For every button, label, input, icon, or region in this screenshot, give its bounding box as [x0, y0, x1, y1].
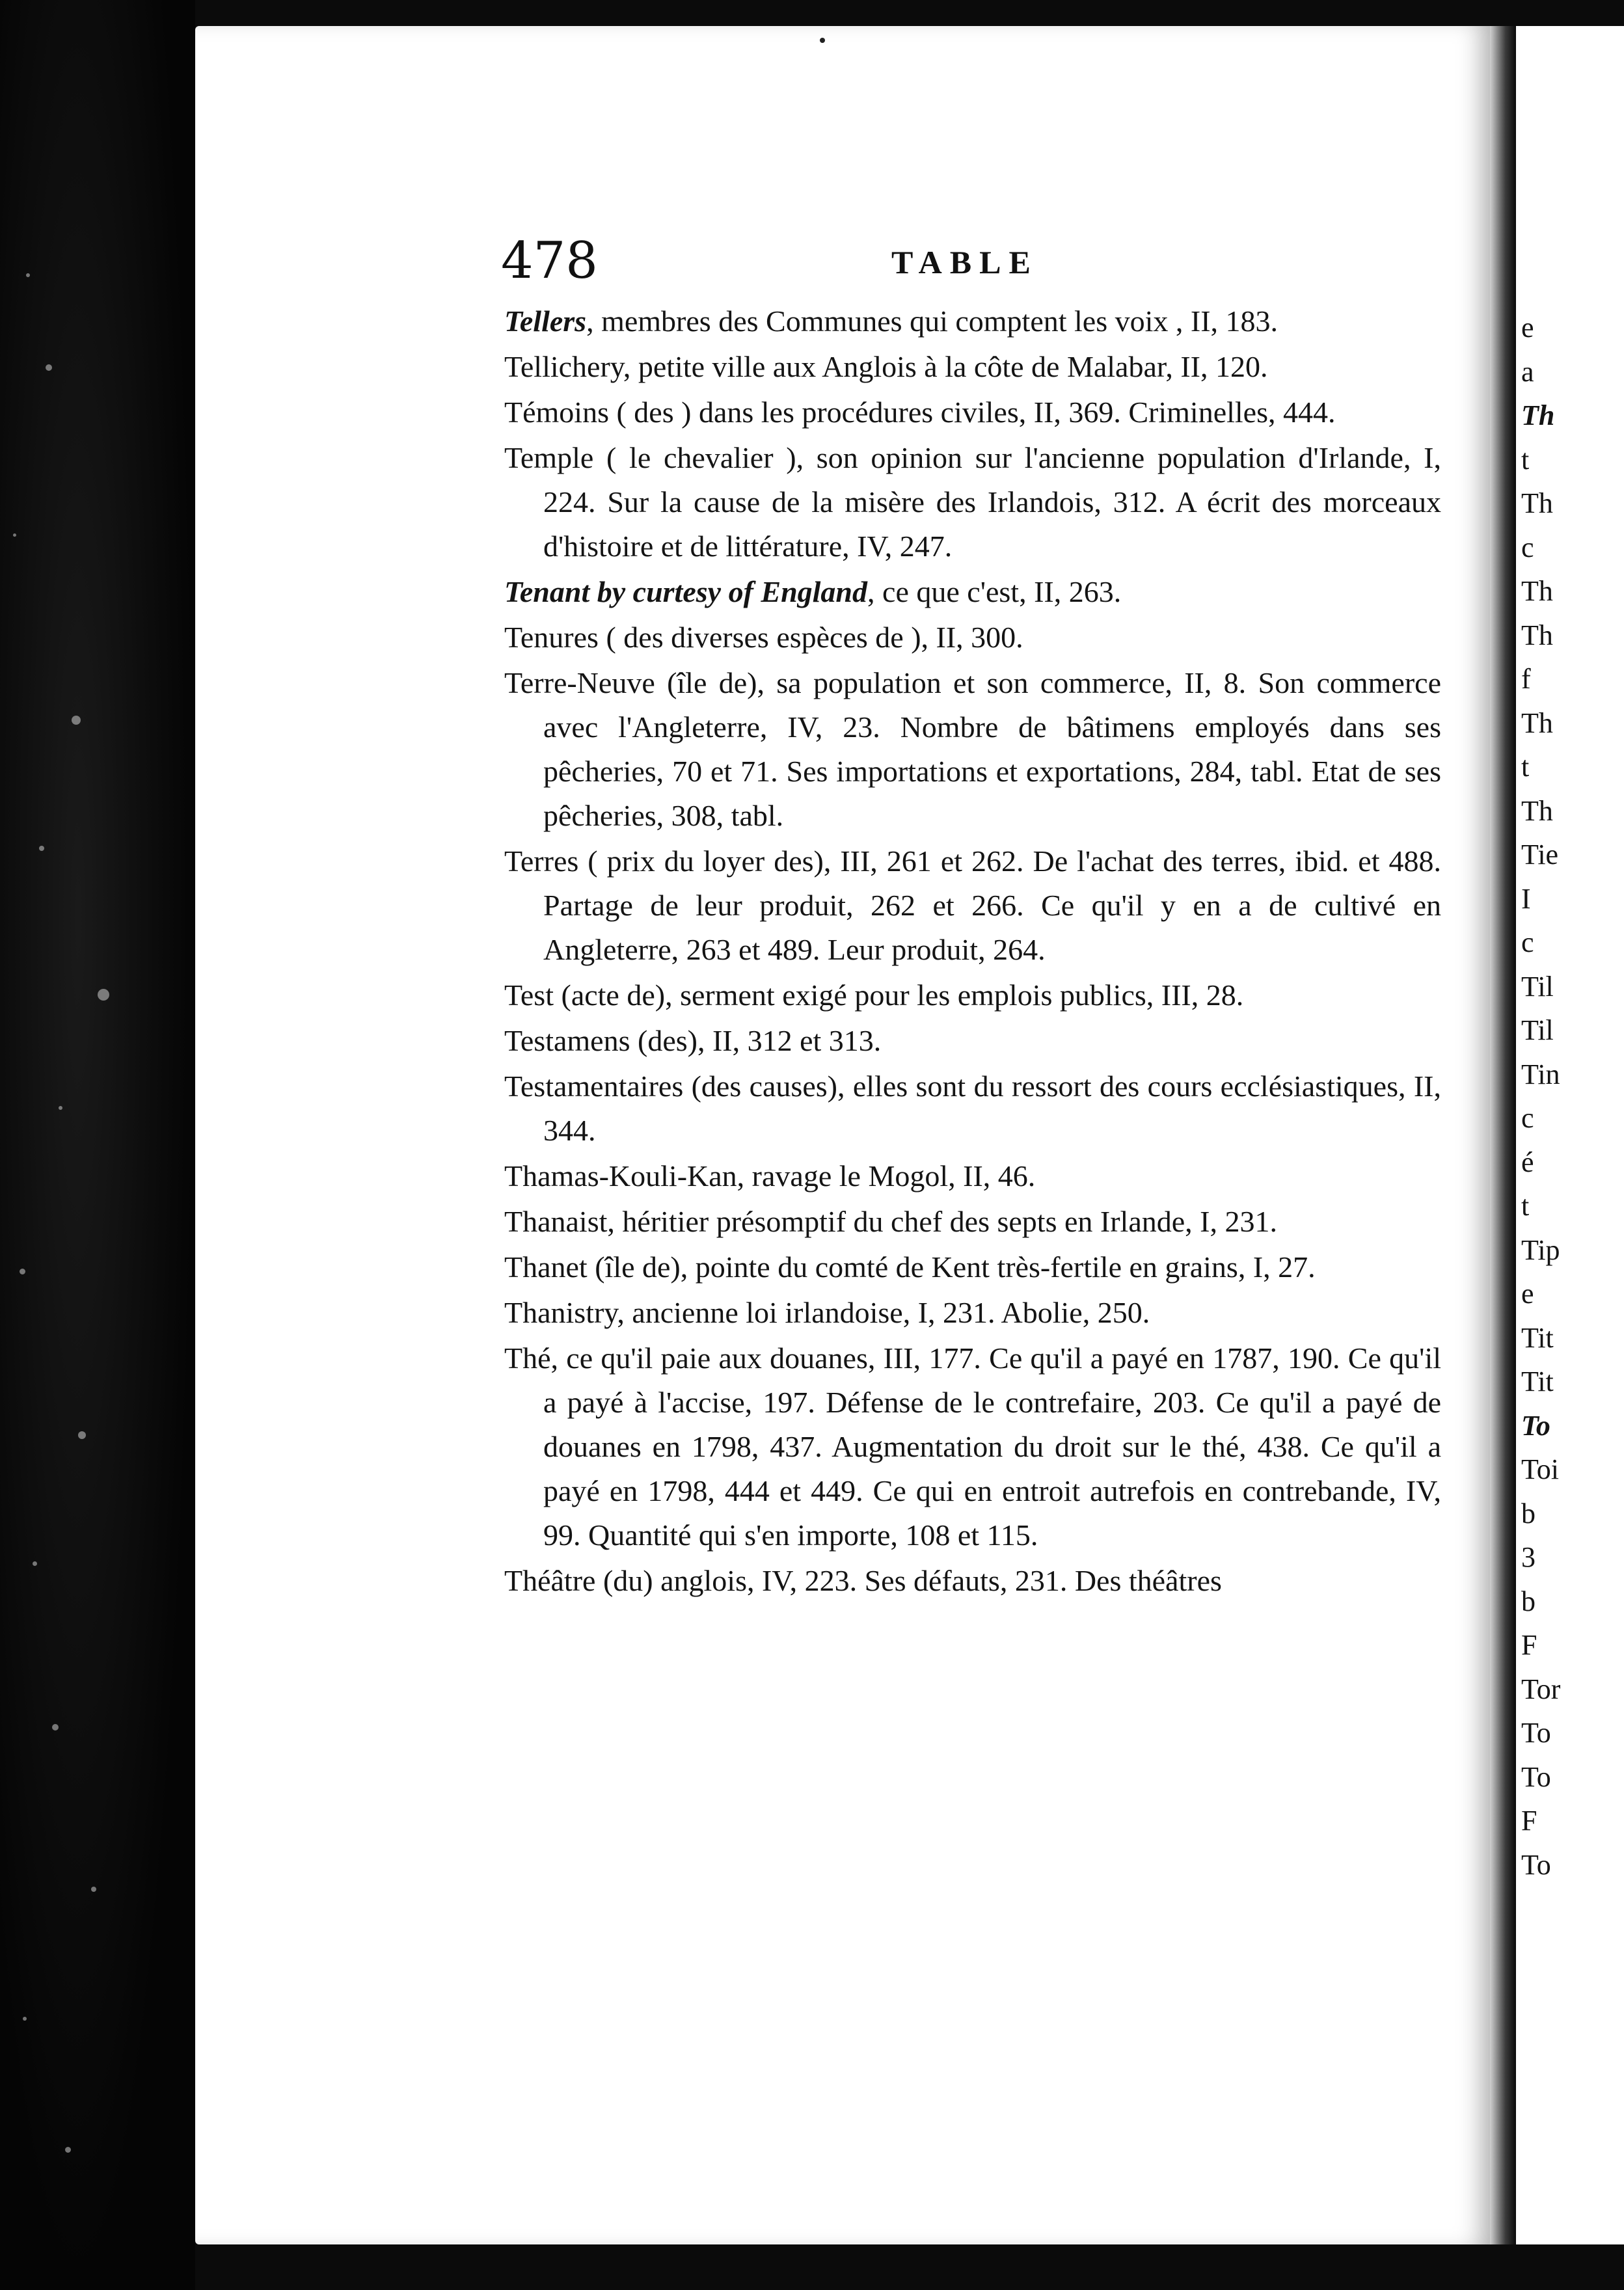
facing-page-fragment: f — [1521, 663, 1531, 695]
index-entry — [504, 345, 1441, 389]
facing-page-fragment: To — [1521, 1717, 1551, 1749]
running-title: TABLE — [891, 244, 1038, 280]
scan-speck — [98, 989, 109, 1001]
facing-page-fragment: b — [1521, 1585, 1536, 1617]
index-entry — [504, 1291, 1441, 1335]
facing-page-fragment: Tor — [1521, 1673, 1561, 1705]
entry-text: , petite ville aux Anglois à la côte de Malabar, II, 120. — [623, 350, 1268, 383]
scan-speck — [65, 2147, 71, 2153]
facing-page-fragment: Tit — [1521, 1321, 1554, 1354]
entry-text: (île de), pointe du comté de Kent très-fertile en grains, I, 27. — [587, 1250, 1316, 1284]
entry-text: , ravage le Mogol, II, 46. — [737, 1159, 1036, 1192]
page-header — [501, 232, 1464, 297]
facing-page-fragment: e — [1521, 1278, 1534, 1310]
scan-speck — [91, 1887, 96, 1892]
entry-headword: Témoins — [504, 396, 609, 429]
scan-speck — [33, 1561, 37, 1566]
facing-page-fragment: Til — [1521, 1014, 1554, 1046]
scan-speck — [20, 1269, 25, 1274]
scan-speck — [78, 1431, 86, 1439]
facing-page-fragment: t — [1521, 443, 1530, 476]
facing-page-fragment: Th — [1521, 794, 1553, 827]
index-entry — [504, 570, 1441, 614]
index-entry — [504, 1200, 1441, 1244]
index-entry — [504, 390, 1441, 435]
entry-text: (acte de), serment exigé pour les emplois publics, III, 28. — [554, 978, 1244, 1012]
entry-text: (île de), sa population et son commerce, II, 8. Son commerce avec l'Angleterre, IV, 23. Nombre de bâtimens employés dans ses pêcheries, 70 et 71. Ses importations et exportations, 284, tabl. Etat de ses pêcheries, 308, tabl. — [543, 666, 1441, 832]
index-entries — [504, 299, 1441, 1604]
facing-page-fragment: e — [1521, 312, 1534, 344]
facing-page-fragments — [1521, 306, 1560, 1887]
facing-page-fragment: 3 — [1521, 1541, 1536, 1573]
entry-text: ( le chevalier ), son opinion sur l'ancienne population d'Irlande, I, 224. Sur la cause de la misère des Irlandois, 312. A écrit des morceaux d'histoire et de littérature, IV, 247. — [543, 441, 1441, 563]
facing-page-fragment: Th — [1521, 619, 1553, 651]
index-entry — [504, 299, 1441, 344]
entry-headword: Tenures — [504, 621, 599, 654]
entry-text: (des), II, 312 et 313. — [630, 1024, 882, 1057]
entry-text: ( des diverses espèces de ), II, 300. — [598, 621, 1023, 654]
facing-page-fragment: c — [1521, 1102, 1534, 1134]
entry-text: ( des ) dans les procédures civiles, II, 369. Criminelles, 444. — [608, 396, 1336, 429]
entry-headword: Thanet — [504, 1250, 588, 1284]
index-entry — [504, 1336, 1441, 1557]
facing-page-fragment: Th — [1521, 707, 1553, 739]
entry-text: (des causes), elles sont du ressort des cours ecclésiastiques, II, 344. — [543, 1070, 1441, 1147]
index-entry — [504, 1245, 1441, 1289]
facing-page-fragment: Tie — [1521, 839, 1559, 870]
facing-page-fragment: Th — [1521, 487, 1553, 519]
scan-speck — [39, 846, 44, 851]
index-entry — [504, 1559, 1441, 1603]
entry-headword: Thamas-Kouli-Kan — [504, 1159, 737, 1192]
scan-speck — [52, 1724, 59, 1731]
entry-headword: Théâtre — [504, 1564, 596, 1597]
facing-page-fragment: é — [1521, 1146, 1534, 1178]
index-entry — [504, 839, 1441, 972]
index-entry — [504, 1019, 1441, 1063]
index-entry — [504, 615, 1441, 660]
entry-headword: Terre-Neuve — [504, 666, 655, 699]
entry-headword: Tellichery — [504, 350, 623, 383]
entry-headword: Thanistry — [504, 1296, 617, 1329]
index-entry — [504, 1154, 1441, 1198]
facing-page-fragment: F — [1521, 1629, 1537, 1661]
facing-page-fragment: To — [1521, 1409, 1550, 1442]
entry-headword: Testamentaires — [504, 1070, 684, 1103]
facing-page-fragment: Th — [1521, 575, 1553, 607]
entry-text: , héritier présomptif du chef des septs en Irlande, I, 231. — [607, 1205, 1277, 1238]
facing-page-fragment: b — [1521, 1497, 1536, 1529]
scan-speck — [46, 364, 52, 371]
entry-headword: Test — [504, 978, 554, 1012]
entry-text: , membres des Communes qui comptent les voix , II, 183. — [586, 304, 1279, 338]
entry-text: (du) anglois, IV, 223. Ses défauts, 231. Des théâtres — [595, 1564, 1222, 1597]
scan-speck — [13, 533, 16, 537]
facing-page-fragment: I — [1521, 882, 1531, 915]
facing-page-fragment: F — [1521, 1805, 1537, 1837]
facing-page-fragment: Tin — [1521, 1058, 1560, 1090]
entry-text: ( prix du loyer des), III, 261 et 262. De l'achat des terres, ibid. et 488. Partage de leur produit, 262 et 266. Ce qu'il y en a de cultivé en Angleterre, 263 et 489. Leur produit, 264. — [543, 844, 1441, 966]
entry-headword: Thanaist — [504, 1205, 608, 1238]
entry-headword: Temple — [504, 441, 594, 474]
index-entry — [504, 973, 1441, 1017]
facing-page-fragment: t — [1521, 751, 1530, 783]
book-edge-left — [0, 0, 195, 2290]
entry-text: , ce qu'il paie aux douanes, III, 177. Ce qu'il a payé en 1787, 190. Ce qu'il a payé à l'accise, 197. Défense de le contrefaire, 203. Ce qu'il a payé de douanes en 1798, 437. Augmentation du droit sur le thé, 438. Ce qu'il a payé en 1798, 444 et 449. Ce qui en entroit autrefois en contrebande, IV, 99. Quantité qui s'en importe, 108 et 115. — [543, 1341, 1441, 1552]
facing-page-fragment: c — [1521, 926, 1534, 958]
facing-page-fragment: t — [1521, 1190, 1530, 1222]
facing-page-fragment: Th — [1521, 399, 1555, 431]
ink-speck — [820, 38, 825, 43]
facing-page-fragment: a — [1521, 355, 1534, 388]
facing-page-fragment: To — [1521, 1848, 1551, 1881]
scan-speck — [72, 716, 81, 725]
facing-page-fragment: c — [1521, 531, 1534, 563]
scan-speck — [23, 2017, 27, 2021]
page-number: 478 — [501, 232, 598, 290]
entry-headword: Tenant by curtesy of England — [504, 575, 868, 608]
facing-page-fragment: To — [1521, 1760, 1551, 1793]
entry-headword: Tellers — [504, 304, 587, 338]
book-gutter — [1490, 26, 1516, 2244]
index-entry — [504, 661, 1441, 838]
entry-headword: Testamens — [504, 1024, 630, 1057]
scan-speck — [26, 273, 30, 277]
index-entry — [504, 1064, 1441, 1153]
facing-page-fragment: Toi — [1521, 1453, 1560, 1485]
entry-headword: Terres — [504, 844, 579, 878]
scan-speck — [59, 1106, 62, 1110]
facing-page-fragment: Tit — [1521, 1366, 1554, 1397]
entry-text: , ce que c'est, II, 263. — [867, 575, 1122, 608]
facing-page-fragment: Til — [1521, 970, 1554, 1003]
facing-page-edge — [1516, 26, 1624, 2244]
entry-text: , ancienne loi irlandoise, I, 231. Abolie, 250. — [617, 1296, 1150, 1329]
facing-page-fragment: Tip — [1521, 1233, 1560, 1266]
entry-headword: Thé — [504, 1341, 551, 1375]
index-entry — [504, 436, 1441, 569]
